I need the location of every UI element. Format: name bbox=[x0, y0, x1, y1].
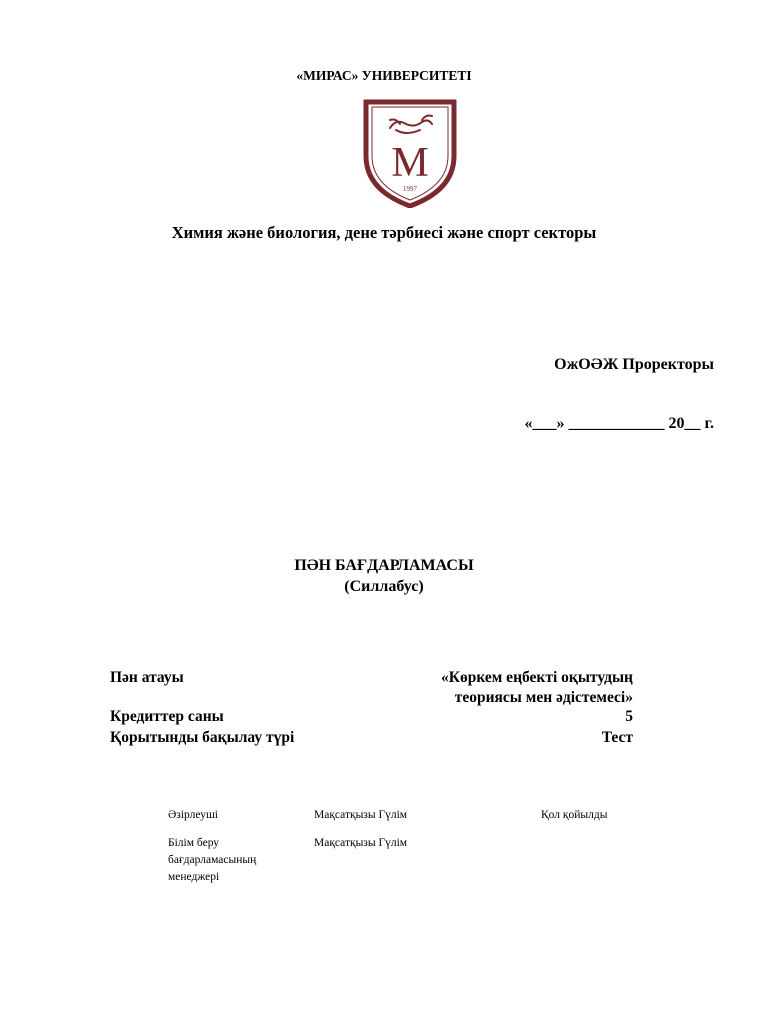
document-subtitle: (Силлабус) bbox=[344, 578, 424, 595]
manager-role-line1: Білім беру bbox=[168, 837, 220, 849]
credits-label: Кредиттер саны bbox=[110, 708, 224, 725]
course-name-value-line1: «Көркем еңбекті оқытудың bbox=[440, 669, 633, 686]
credits-value: 5 bbox=[625, 708, 633, 725]
final-control-value: Тест bbox=[601, 729, 633, 746]
manager-role-line3: менеджері bbox=[168, 871, 220, 883]
manager-role bbox=[168, 835, 256, 886]
university-logo bbox=[360, 98, 460, 208]
signed-label: Қол қойылды bbox=[541, 809, 608, 821]
department-name: Химия және биология, дене тәрбиесі және спорт секторы bbox=[171, 223, 597, 242]
university-name: «МИРАС» УНИВЕРСИТЕТІ bbox=[296, 68, 472, 83]
course-name-label: Пән атауы bbox=[110, 669, 184, 686]
course-name-value-line2: теориясы мен әдістемесі» bbox=[454, 689, 633, 706]
developer-role: Әзірлеуші bbox=[168, 809, 218, 821]
approval-position: ОжОӘЖ Проректоры bbox=[554, 356, 714, 373]
svg-text:M: M bbox=[391, 140, 429, 186]
document-title: ПӘН БАҒДАРЛАМАСЫ bbox=[294, 557, 474, 574]
approval-date-line: «___» ____________ 20__ г. bbox=[524, 415, 714, 432]
final-control-label: Қорытынды бақылау түрі bbox=[110, 729, 295, 746]
manager-role-line2: бағдарламасының bbox=[168, 854, 257, 866]
logo-year: 1997 bbox=[403, 185, 417, 193]
manager-name: Мақсатқызы Гүлім bbox=[314, 837, 408, 849]
developer-name: Мақсатқызы Гүлім bbox=[314, 809, 408, 821]
